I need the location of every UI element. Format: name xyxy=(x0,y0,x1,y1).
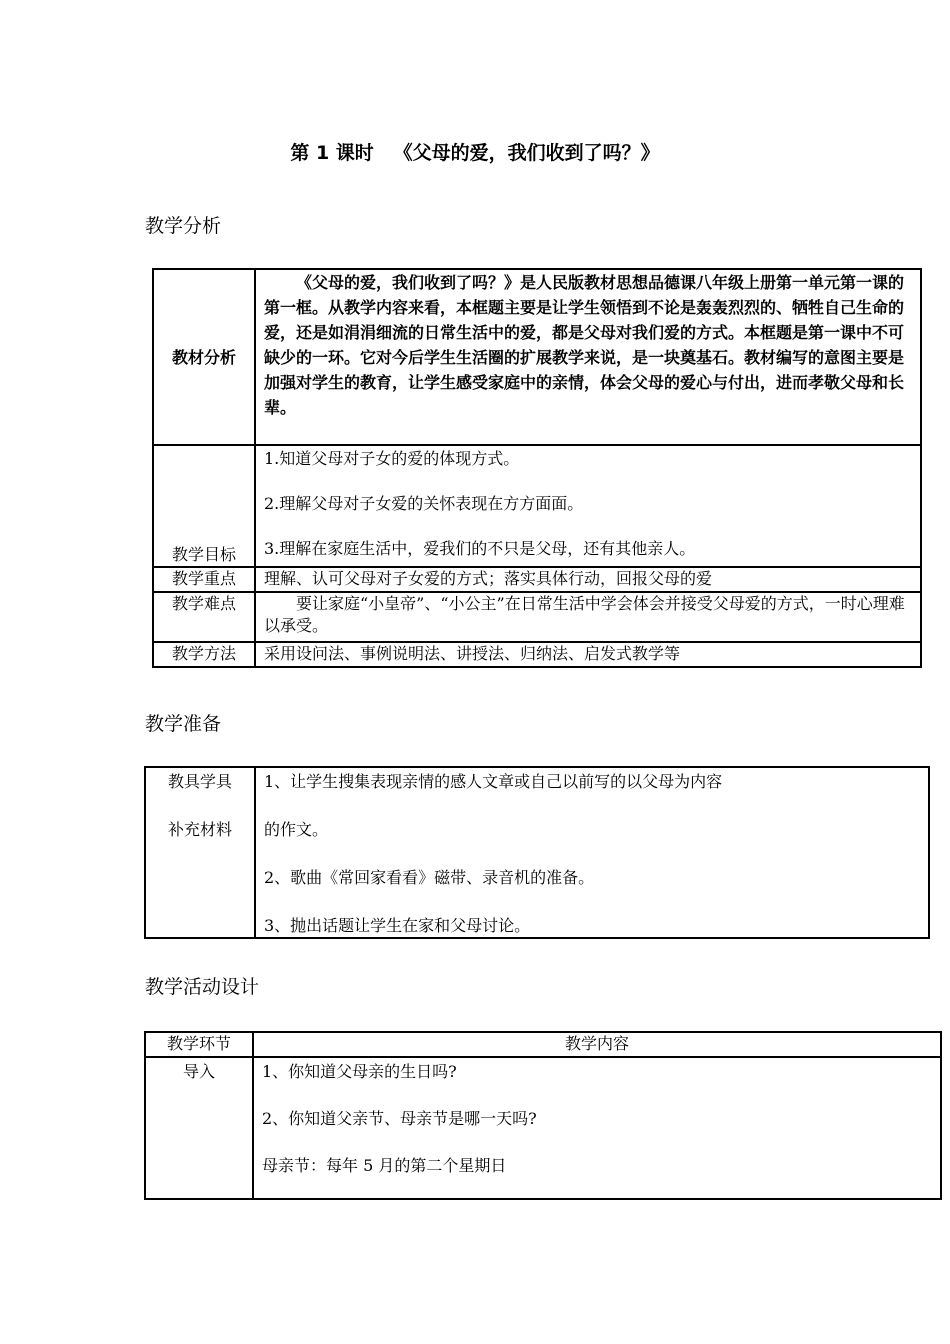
analysis-table xyxy=(152,268,922,668)
activity-item: 1、你知道父母亲的生日吗? xyxy=(262,1062,457,1081)
goals-label: 教学目标 xyxy=(153,445,255,567)
prep-item: 2、歌曲《常回家看看》磁带、录音机的准备。 xyxy=(264,868,595,887)
difficulty-label: 教学难点 xyxy=(153,592,255,642)
stage-label: 导入 xyxy=(145,1057,253,1199)
method-label: 教学方法 xyxy=(153,642,255,667)
prep-label-materials: 补充材料 xyxy=(167,820,232,839)
activity-table xyxy=(144,1031,942,1200)
activity-item: 母亲节：每年 5 月的第二个星期日 xyxy=(262,1156,507,1175)
section-heading-activity: 教学活动设计 xyxy=(145,976,260,998)
header-content: 教学内容 xyxy=(253,1032,941,1057)
prep-item: 1、让学生搜集表现亲情的感人文章或自己以前写的以父母为内容 xyxy=(264,772,723,791)
goal-item: 3.理解在家庭生活中，爱我们的不只是父母，还有其他亲人。 xyxy=(264,539,696,558)
prep-table xyxy=(144,766,930,939)
prep-labels xyxy=(145,767,255,938)
material-text: 《父母的爱，我们收到了吗？》是人民版教材思想品德课八年级上册第一单元第一课的第一框。从教学内容来看，本框题主要是让学生领悟到不论是轰轰烈烈的、牺牲自己生命的爱，还是如涓涓细流的日常生活中的爱，都是父母对我们爱的方式。本框题是第一课中不可缺少的一环。它对今后学生生活圈的扩展教学来说，是一块奠基石。教材编写的意图主要是加强对学生的教育，让学生感受家庭中的亲情，体会父母的爱心与付出，进而孝敬父母和长辈。 xyxy=(255,269,921,445)
material-label: 教材分析 xyxy=(153,269,255,445)
prep-item: 3、抛出话题让学生在家和父母讨论。 xyxy=(264,916,531,935)
page-title: 第 1 课时 《父母的爱，我们收到了吗？》 xyxy=(290,142,660,164)
activity-item: 2、你知道父亲节、母亲节是哪一天吗? xyxy=(262,1109,537,1128)
header-stage: 教学环节 xyxy=(145,1032,253,1057)
key-text: 理解、认可父母对子女爱的方式；落实具体行动，回报父母的爱 xyxy=(255,567,921,592)
method-text: 采用设问法、事例说明法、讲授法、归纳法、启发式教学等 xyxy=(255,642,921,667)
difficulty-text: 要让家庭“小皇帝”、“小公主”在日常生活中学会体会并接受父母爱的方式，一时心理难以承受。 xyxy=(255,592,921,642)
goal-item: 2.理解父母对子女爱的关怀表现在方方面面。 xyxy=(264,494,584,513)
stage-content xyxy=(253,1057,941,1199)
section-heading-analysis: 教学分析 xyxy=(145,215,222,237)
goals-cell xyxy=(255,445,921,567)
prep-label-tools: 教具学具 xyxy=(167,772,232,791)
prep-content xyxy=(255,767,929,938)
prep-item: 的作文。 xyxy=(264,820,329,839)
section-heading-prep: 教学准备 xyxy=(145,713,222,735)
key-label: 教学重点 xyxy=(153,567,255,592)
goal-item: 1.知道父母对子女的爱的体现方式。 xyxy=(264,449,520,468)
